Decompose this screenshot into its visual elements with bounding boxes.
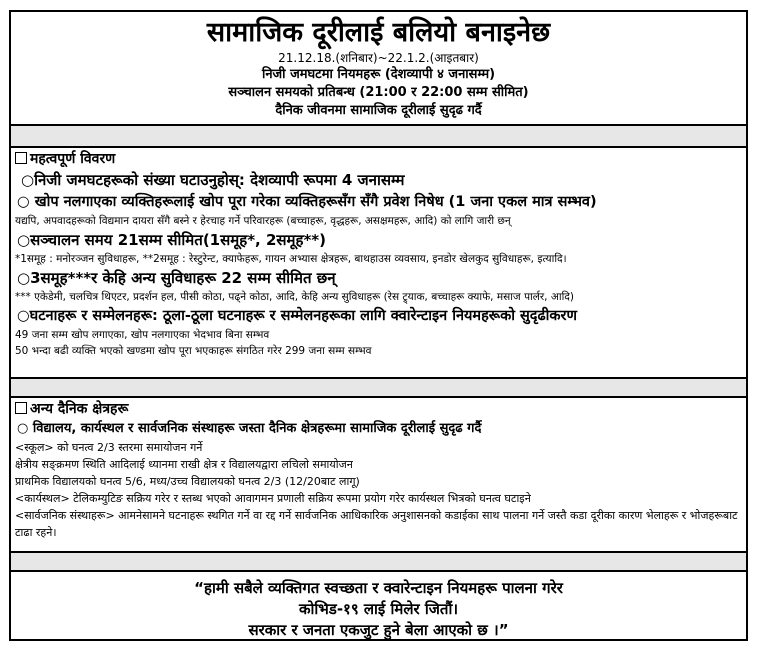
daily-line-public: <सार्वजनिक संस्थाहरू> आमनेसामने घटनाहरू स्थगित गर्ने वा रद्द गर्ने सार्वजनिक आधिकारिक अनुशासनको कडाईका साथ पालना गर्ने जस्तै कडा दूरीका कारण भेलाहरू र भोजहरूबाट टाढा रहने।: [15, 509, 738, 539]
checkbox-square-icon: [15, 152, 27, 164]
quote-line-1: “हामी सबैले व्यक्तिगत स्वच्छता र क्वारेन्टाइन नियमहरू पालना गरेर: [194, 579, 563, 597]
daily-subhead: ○ विद्यालय, कार्यस्थल र सार्वजनिक संस्थाहरू जस्ता दैनिक क्षेत्रहरूमा सामाजिक दूरीलाई सुदृढ गर्दै: [17, 421, 482, 436]
major-note-events-49: 49 जना सम्म खोप लगाएका, खोप नलगाएका भेदभाव बिना सम्भव: [15, 329, 270, 341]
circle-bullet-icon: ○: [17, 421, 29, 436]
major-note-events-50: 50 भन्दा बढी व्यक्ति भएको खण्डमा खोप पूरा भएकाहरू संगठित गरेर 299 जना सम्म सम्भव: [15, 345, 372, 357]
header-line-distancing: दैनिक जीवनमा सामाजिक दूरीलाई सुदृढ गर्दै: [275, 103, 482, 118]
section-divider: [9, 126, 748, 146]
daily-areas-box: [9, 396, 748, 553]
quote-line-3: सरकार र जनता एकजुट हुने बेला आएको छ ।”: [248, 621, 509, 639]
quote-line-2: कोभिड-१९ लाई मिलेर जितौं।: [298, 600, 459, 618]
major-details-box: [9, 146, 748, 379]
circle-bullet-icon: ○: [17, 194, 30, 210]
major-details-title: महत्वपूर्ण विवरण: [15, 150, 742, 169]
daily-line-workplace: <कार्यस्थल> टेलिकम्युटिङ सक्रिय गरेर र स्तब्ध भएको आवागमन प्रणाली सक्रिय रूपमा प्रयोग गरेर कार्यस्थल भित्रको घनत्व घटाइने: [15, 492, 531, 505]
daily-areas-title: अन्य दैनिक क्षेत्रहरू: [15, 400, 742, 419]
daily-line-density: प्राथमिक विद्यालयको घनत्व 5/6, मध्य/उच्च विद्यालयको घनत्व 2/3 (12/20बाट लागू): [15, 475, 360, 488]
section-divider: [9, 553, 748, 570]
header-box: [9, 10, 748, 126]
major-item-hours-22: ○3समूह***र केहि अन्य सुविधाहरू 22 सम्म सीमित छन्: [17, 269, 336, 287]
circle-bullet-icon: ○: [21, 171, 35, 189]
daily-line-school: <स्कूल> को घनत्व 2/3 स्तरमा समायोजन गर्ने: [15, 441, 203, 454]
circle-bullet-icon: ○: [17, 269, 31, 287]
section-divider: [9, 379, 748, 396]
major-item-gatherings: ○निजी जमघटहरूको संख्या घटाउनुहोस्: देशव्यापी रूपमा 4 जनासम्म: [21, 171, 405, 189]
major-note-groups: *1समूह : मनोरञ्जन सुविधाहरू, **2समूह : रेस्टुरेन्ट, क्याफेहरू, गायन अभ्यास क्षेत्रहरू, बाथहाउस व्यवसाय, इनडोर खेलकुद सुविधाहरू, इत्यादि।: [15, 253, 567, 265]
quote-box: [9, 570, 748, 641]
header-line-hours: सञ्चालन समयको प्रतिबन्ध (21:00 र 22:00 सम्म सीमित): [228, 85, 529, 100]
circle-bullet-icon: ○: [17, 308, 30, 324]
page-title: सामाजिक दूरीलाई बलियो बनाइनेछ: [206, 17, 551, 48]
header-line-gatherings: निजी जमघटमा नियमहरू (देशव्यापी ४ जनासम्म): [261, 67, 496, 82]
daily-line-regional: क्षेत्रीय सङ्क्रमण स्थिति आदिलाई ध्यानमा राखी क्षेत्र र विद्यालयद्वारा लचिलो समायोजन: [15, 458, 353, 471]
major-note-exceptions: यद्यपि, अपवादहरूको विद्यमान दायरा सँगै बस्ने र हेरचाह गर्ने परिवारहरू (बच्चाहरू, वृद्धहरू, असक्षमहरू, आदि) को लागि जारी छन्: [15, 215, 511, 227]
major-item-hours-21: ○सञ्चालन समय 21सम्म सीमित(1समूह*, 2समूह**): [17, 231, 327, 249]
major-item-vaccination: ○ खोप नलगाएका व्यक्तिहरूलाई खोप पूरा गरेका व्यक्तिहरूसँग सँगै प्रवेश निषेध (1 जना एकल मात्र सम्भव): [17, 194, 597, 210]
major-note-facilities: *** एकेडेमी, चलचित्र थिएटर, प्रदर्शन हल, पीसी कोठा, पढ्ने कोठा, आदि, केहि अन्य सुविधाहरू (रेस ट्र्याक, बच्चाहरू क्याफे, मसाज पार्लर, आदि): [15, 291, 574, 303]
date-range: 21.12.18.(शनिबार)~22.1.2.(आइतबार): [278, 51, 479, 65]
checkbox-square-icon: [15, 402, 27, 414]
circle-bullet-icon: ○: [17, 231, 31, 249]
major-item-events: ○घटनाहरू र सम्मेलनहरू: ठूला-ठूला घटनाहरू र सम्मेलनहरूका लागि क्वारेन्टाइन नियमहरूको सुदृढीकरण: [17, 308, 577, 324]
